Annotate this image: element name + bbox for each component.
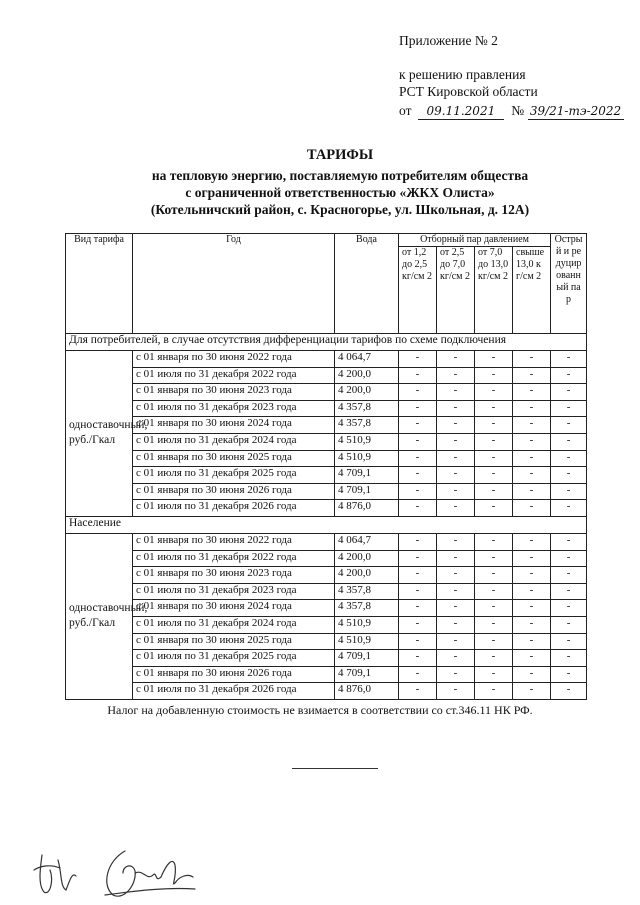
table-row (66, 567, 587, 584)
dash-cell: - (437, 616, 475, 633)
period-cell: с 01 января по 30 июня 2023 года (133, 384, 335, 401)
table-row (66, 683, 587, 700)
dash-cell: - (399, 600, 437, 617)
dash-cell: - (399, 400, 437, 417)
dash-cell: - (475, 600, 513, 617)
signature (95, 843, 215, 903)
dash-cell: - (513, 351, 551, 368)
water-cell: 4 876,0 (335, 500, 399, 517)
dash-cell: - (551, 550, 587, 567)
header-steam-1: от 1,2 до 2,5 кг/см 2 (399, 247, 437, 334)
table-row (66, 483, 587, 500)
dash-cell: - (437, 450, 475, 467)
dash-cell: - (551, 483, 587, 500)
period-cell: с 01 июля по 31 декабря 2023 года (133, 583, 335, 600)
table-row (66, 550, 587, 567)
dash-cell: - (513, 384, 551, 401)
dash-cell: - (437, 550, 475, 567)
dash-cell: - (551, 600, 587, 617)
water-cell: 4 200,0 (335, 567, 399, 584)
dash-cell: - (475, 633, 513, 650)
dash-cell: - (475, 417, 513, 434)
dash-cell: - (475, 367, 513, 384)
dash-cell: - (399, 367, 437, 384)
water-cell: 4 709,1 (335, 666, 399, 683)
header-steam-3: от 7,0 до 13,0 кг/см 2 (475, 247, 513, 334)
dash-cell: - (437, 467, 475, 484)
section-row (66, 334, 587, 351)
header-year: Год (133, 234, 335, 334)
dash-cell: - (513, 367, 551, 384)
table-header-row (66, 234, 587, 247)
period-cell: с 01 января по 30 июня 2024 года (133, 600, 335, 617)
header-tariff-type: Вид тарифа (66, 234, 133, 334)
table-row (66, 433, 587, 450)
dash-cell: - (513, 400, 551, 417)
water-cell: 4 510,9 (335, 633, 399, 650)
dash-cell: - (399, 384, 437, 401)
doc-subtitle-3: (Котельничский район, с. Красногорье, ул. Школьная, д. 12А) (150, 202, 530, 217)
dash-cell: - (513, 450, 551, 467)
dash-cell: - (475, 533, 513, 550)
dash-cell: - (437, 650, 475, 667)
dash-cell: - (513, 533, 551, 550)
dash-cell: - (399, 483, 437, 500)
dash-cell: - (399, 550, 437, 567)
dash-cell: - (513, 683, 551, 700)
dash-cell: - (475, 583, 513, 600)
dash-cell: - (551, 467, 587, 484)
water-cell: 4 709,1 (335, 467, 399, 484)
decision-number: 39/21-тэ-2022 (528, 103, 624, 120)
dash-cell: - (475, 666, 513, 683)
dash-cell: - (513, 567, 551, 584)
divider-line (292, 768, 378, 769)
table-row (66, 533, 587, 550)
dash-cell: - (513, 600, 551, 617)
dash-cell: - (513, 650, 551, 667)
dash-cell: - (399, 450, 437, 467)
dash-cell: - (551, 533, 587, 550)
table-row (66, 650, 587, 667)
dash-cell: - (437, 633, 475, 650)
decision-line-1: к решению правления (399, 67, 526, 82)
period-cell: с 01 июля по 31 декабря 2022 года (133, 367, 335, 384)
water-cell: 4 876,0 (335, 683, 399, 700)
dash-cell: - (437, 384, 475, 401)
dash-cell: - (399, 500, 437, 517)
dash-cell: - (399, 616, 437, 633)
header-steam-4: свыше 13,0 кг/см 2 (513, 247, 551, 334)
dash-cell: - (513, 583, 551, 600)
dash-cell: - (399, 351, 437, 368)
dash-cell: - (399, 683, 437, 700)
dash-cell: - (475, 450, 513, 467)
dash-cell: - (437, 533, 475, 550)
dash-cell: - (551, 384, 587, 401)
dash-cell: - (513, 616, 551, 633)
water-cell: 4 064,7 (335, 351, 399, 368)
dash-cell: - (551, 400, 587, 417)
dash-cell: - (399, 633, 437, 650)
table-row (66, 583, 587, 600)
dash-cell: - (399, 583, 437, 600)
dash-cell: - (437, 433, 475, 450)
period-cell: с 01 июля по 31 декабря 2022 года (133, 550, 335, 567)
dash-cell: - (437, 600, 475, 617)
dash-cell: - (437, 483, 475, 500)
appendix-label: Приложение № 2 (399, 33, 498, 48)
water-cell: 4 357,8 (335, 600, 399, 617)
dash-cell: - (399, 567, 437, 584)
decision-line-2: РСТ Кировской области (399, 84, 538, 99)
dash-cell: - (551, 633, 587, 650)
dash-cell: - (475, 433, 513, 450)
doc-title: ТАРИФЫ (306, 147, 374, 163)
period-cell: с 01 января по 30 июня 2022 года (133, 351, 335, 368)
dash-cell: - (513, 433, 551, 450)
dash-cell: - (437, 351, 475, 368)
period-cell: с 01 июля по 31 декабря 2024 года (133, 433, 335, 450)
water-cell: 4 357,8 (335, 417, 399, 434)
dash-cell: - (437, 666, 475, 683)
table-row (66, 616, 587, 633)
water-cell: 4 200,0 (335, 384, 399, 401)
dash-cell: - (513, 550, 551, 567)
dash-cell: - (551, 650, 587, 667)
table-row (66, 500, 587, 517)
dash-cell: - (513, 500, 551, 517)
dash-cell: - (513, 483, 551, 500)
water-cell: 4 357,8 (335, 400, 399, 417)
section-label: Население (66, 516, 587, 533)
period-cell: с 01 января по 30 июня 2025 года (133, 450, 335, 467)
decision-date-line (399, 103, 624, 120)
section-row (66, 516, 587, 533)
header-steam: Отборный пар давлением (399, 234, 551, 247)
period-cell: с 01 июля по 31 декабря 2025 года (133, 650, 335, 667)
water-cell: 4 200,0 (335, 550, 399, 567)
dash-cell: - (513, 417, 551, 434)
water-cell: 4 709,1 (335, 650, 399, 667)
dash-cell: - (551, 367, 587, 384)
water-cell: 4 510,9 (335, 616, 399, 633)
dash-cell: - (399, 533, 437, 550)
table-row (66, 400, 587, 417)
dash-cell: - (551, 450, 587, 467)
period-cell: с 01 января по 30 июня 2024 года (133, 417, 335, 434)
tariff-type-cell: одноставочный, руб./Гкал (66, 533, 133, 699)
dash-cell: - (399, 417, 437, 434)
dash-cell: - (475, 550, 513, 567)
dash-cell: - (551, 567, 587, 584)
decision-date: 09.11.2021 (418, 103, 504, 120)
dash-cell: - (475, 650, 513, 667)
header-water: Вода (335, 234, 399, 334)
dash-cell: - (437, 683, 475, 700)
dash-cell: - (475, 384, 513, 401)
dash-cell: - (513, 633, 551, 650)
dash-cell: - (475, 567, 513, 584)
dash-cell: - (437, 583, 475, 600)
period-cell: с 01 июля по 31 декабря 2026 года (133, 683, 335, 700)
dash-cell: - (551, 583, 587, 600)
dash-cell: - (475, 683, 513, 700)
dash-cell: - (475, 400, 513, 417)
table-row (66, 666, 587, 683)
dash-cell: - (475, 467, 513, 484)
dash-cell: - (475, 351, 513, 368)
period-cell: с 01 января по 30 июня 2023 года (133, 567, 335, 584)
tariff-table (65, 233, 587, 700)
water-cell: 4 709,1 (335, 483, 399, 500)
table-row (66, 384, 587, 401)
section-label: Для потребителей, в случае отсутствия дифференциации тарифов по схеме подключения (66, 334, 587, 351)
dash-cell: - (551, 666, 587, 683)
period-cell: с 01 июля по 31 декабря 2025 года (133, 467, 335, 484)
header-acute-steam: Острый и редуцированный пар (551, 234, 587, 334)
dash-cell: - (475, 500, 513, 517)
dash-cell: - (551, 433, 587, 450)
period-cell: с 01 июля по 31 декабря 2026 года (133, 500, 335, 517)
dash-cell: - (437, 567, 475, 584)
dash-cell: - (399, 433, 437, 450)
water-cell: 4 200,0 (335, 367, 399, 384)
water-cell: 4 064,7 (335, 533, 399, 550)
vat-note: Налог на добавленную стоимость не взимается в соответствии со ст.346.11 НК РФ. (107, 703, 533, 717)
dash-cell: - (551, 616, 587, 633)
period-cell: с 01 января по 30 июня 2025 года (133, 633, 335, 650)
period-cell: с 01 января по 30 июня 2026 года (133, 666, 335, 683)
table-row (66, 367, 587, 384)
dash-cell: - (513, 467, 551, 484)
dash-cell: - (551, 417, 587, 434)
dash-cell: - (437, 500, 475, 517)
dash-cell: - (399, 666, 437, 683)
table-row (66, 450, 587, 467)
period-cell: с 01 июля по 31 декабря 2024 года (133, 616, 335, 633)
dash-cell: - (551, 683, 587, 700)
header-steam-2: от 2,5 до 7,0 кг/см 2 (437, 247, 475, 334)
period-cell: с 01 января по 30 июня 2022 года (133, 533, 335, 550)
dash-cell: - (551, 351, 587, 368)
dash-cell: - (399, 467, 437, 484)
water-cell: 4 510,9 (335, 433, 399, 450)
water-cell: 4 357,8 (335, 583, 399, 600)
dash-cell: - (437, 400, 475, 417)
table-row (66, 351, 587, 368)
number-label: № (511, 103, 525, 118)
period-cell: с 01 января по 30 июня 2026 года (133, 483, 335, 500)
period-cell: с 01 июля по 31 декабря 2023 года (133, 400, 335, 417)
table-row (66, 633, 587, 650)
dash-cell: - (551, 500, 587, 517)
dash-cell: - (513, 666, 551, 683)
from-label: от (399, 103, 412, 118)
dash-cell: - (475, 616, 513, 633)
dash-cell: - (437, 417, 475, 434)
dash-cell: - (437, 367, 475, 384)
tariff-type-cell: одноставочный, руб./Гкал (66, 351, 133, 517)
water-cell: 4 510,9 (335, 450, 399, 467)
dash-cell: - (399, 650, 437, 667)
table-row (66, 467, 587, 484)
dash-cell: - (475, 483, 513, 500)
doc-subtitle-2: с ограниченной ответственностью «ЖКХ Олиста» (185, 185, 495, 200)
doc-subtitle-1: на тепловую энергию, поставляемую потребителям общества (151, 168, 529, 183)
